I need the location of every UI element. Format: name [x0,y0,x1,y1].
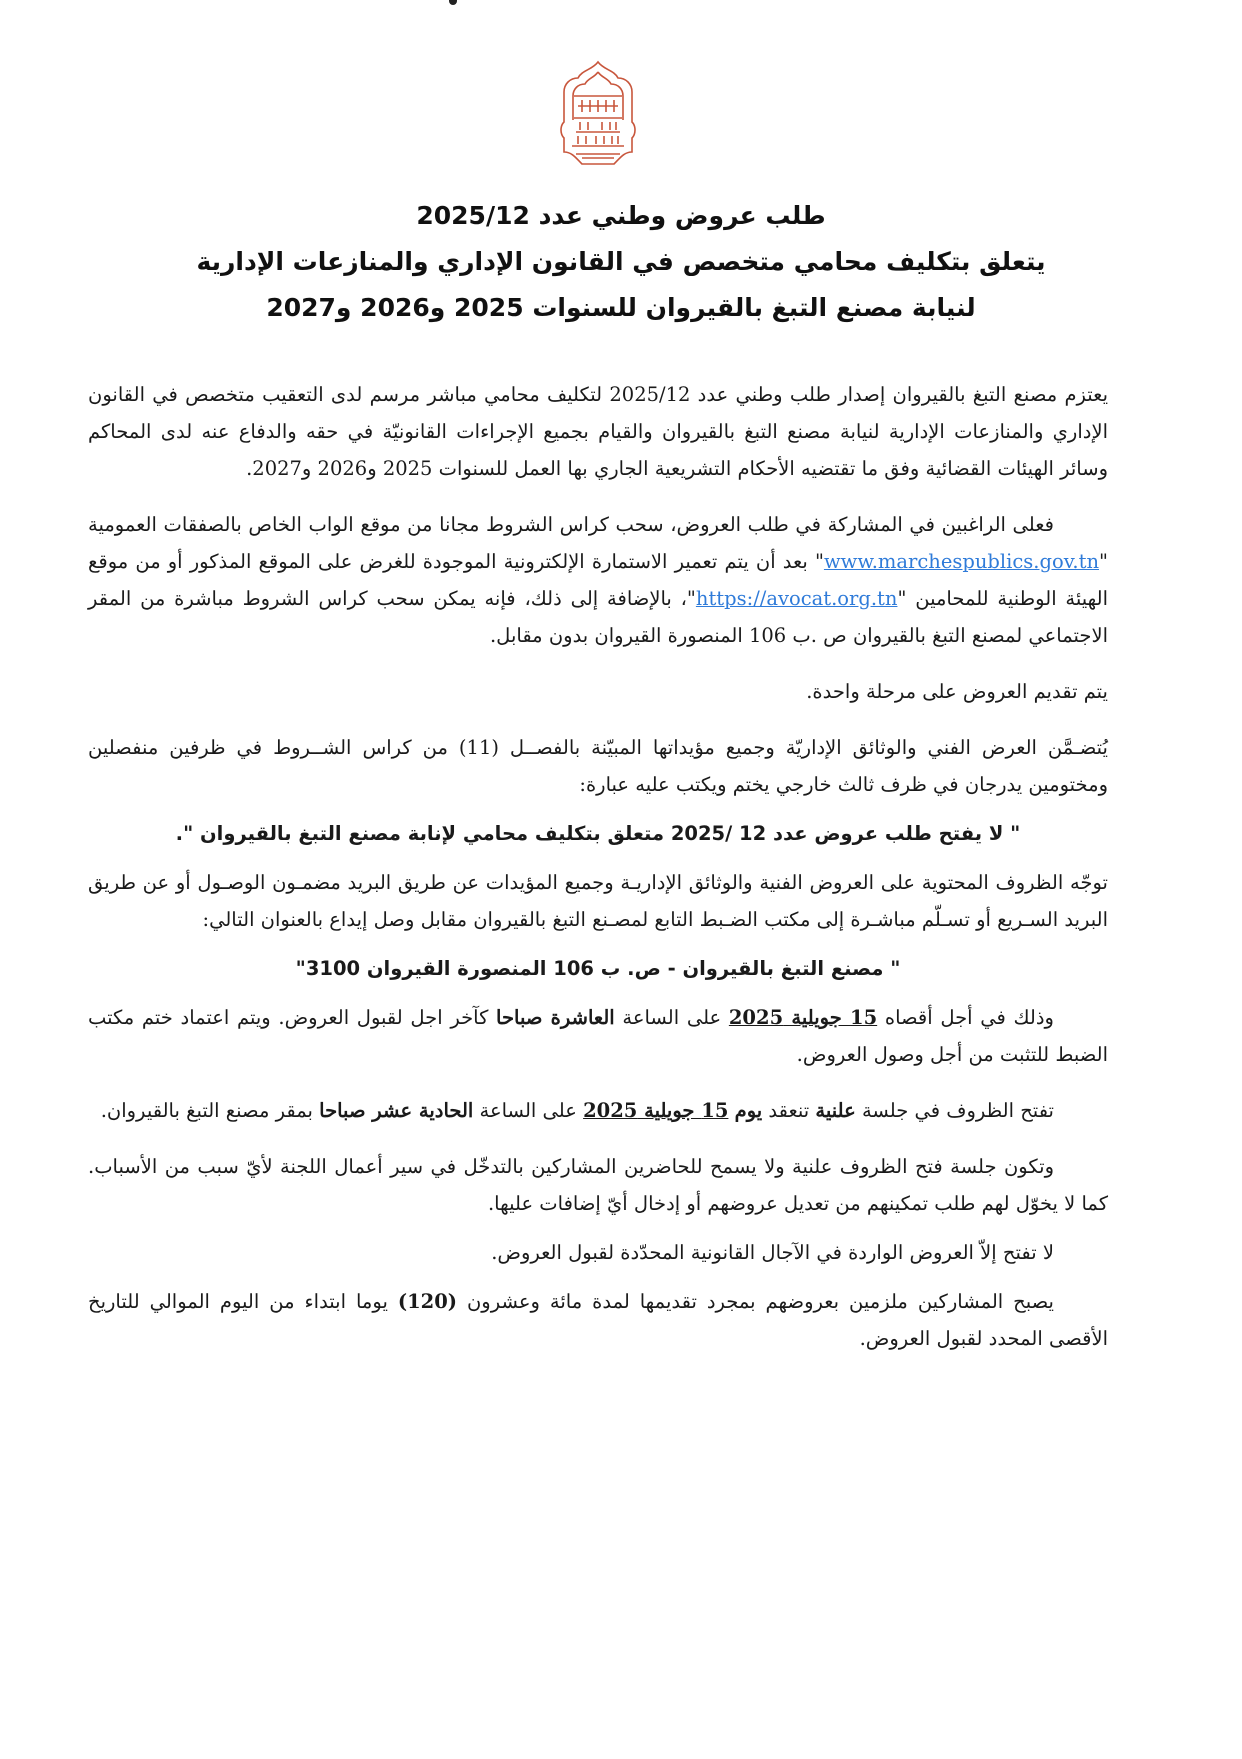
deadline-text-b: على الساعة [614,1006,729,1029]
paragraph-delivery: توجّه الظروف المحتوية على العروض الفنية والوثائق الإداريـة وجميع المؤيدات عن طريق البريد مضمـون الوصـول أو عن طريق البريد السـريع أو تسـلّم مباشـرة إلى مكتب الضـبط التابع لمصـنع التبغ بالقيروان مقابل وصل إيداع بالعنوان التالي: [88,871,1108,931]
paragraph-withdrawal [88,506,1108,654]
paragraph-intro: يعتزم مصنع التبغ بالقيروان إصدار طلب وطني عدد 2025/12 لتكليف محامي مباشر مرسم لدى التعقيب متخصص في القانون الإداري والمنازعات الإدارية لنيابة مصنع التبغ بالقيروان والقيام بجميع الإجراءات القانونيّة في حقه والدفاع عنه لدى المحاكم وسائر الهيئات القضائية وفق ما تقتضيه الأحكام التشريعية الجاري بها العمل للسنوات 2025 و2026 و2027. [88,383,1108,480]
marchespublics-link[interactable]: www.marchespublics.gov.tn [823,550,1100,573]
paragraph-session-rules: وتكون جلسة فتح الظروف علنية ولا يسمح للحاضرين المشاركين بالتدخّل في سير أعمال اللجنة لأيّ سبب من الأسباب. كما لا يخوّل لهم طلب تمكينهم من تعديل عروضهم أو إدخال أيّ إضافات عليها. [88,1155,1108,1215]
paragraph-single-stage: يتم تقديم العروض على مرحلة واحدة. [806,680,1108,703]
commitment-text-b: يوما ابتداء من اليوم الموالي للتاريخ الأقصى المحدد لقبول العروض. [88,1290,1108,1350]
deadline-text-c: كآخر اجل لقبول العروض. ويتم اعتماد ختم مكتب الضبط للتثبت من أجل وصول العروض. [88,1006,1108,1066]
paragraph-commitment [88,1283,1108,1357]
tobacco-factory-logo [552,60,644,170]
envelope-inscription: " لا يفتح طلب عروض عدد 12 /2025 متعلق بتكليف محامي لإنابة مصنع التبغ بالقيروان ". [175,822,1021,845]
commitment-text-a: يصبح المشاركين ملزمين بعروضهم بمجرد تقديمها لمدة مائة وعشرون [457,1290,1054,1313]
opening-text-d: بمقر مصنع التبغ بالقيروان. [100,1099,320,1122]
opening-text-b: تنعقد [762,1099,816,1122]
withdrawal-text-3: "، بالإضافة إلى ذلك، فإنه يمكن سحب كراس الشروط مباشرة من المقر الاجتماعي لمصنع التبغ بالقيروان ص .ب 106 المنصورة القيروان بدون مقابل. [88,587,1108,647]
document-titles [150,193,1092,331]
commitment-days: (120) [397,1290,458,1313]
title-years: لنيابة مصنع التبغ بالقيروان للسنوات 2025 و2026 و2027 [266,293,976,322]
document-body [88,376,1108,1357]
opening-day: يوم [734,1099,763,1122]
paragraph-deadline [88,999,1108,1073]
avocat-link[interactable]: https://avocat.org.tn [695,587,898,610]
withdrawal-text-1: فعلى الراغبين في المشاركة في طلب العروض، سحب كراس الشروط مجانا من موقع الواب الخاص بالصفقات العمومية " [88,513,1108,573]
delivery-address: " مصنع التبغ بالقيروان - ص. ب 106 المنصورة القيروان 3100" [295,957,901,980]
deadline-text-a: وذلك في أجل أقصاه [877,1006,1054,1029]
deadline-date: 15 جويلية 2025 [728,1006,878,1029]
title-main: طلب عروض وطني عدد 2025/12 [416,201,826,230]
opening-public: علنية [815,1099,856,1122]
deadline-time: العاشرة صباحا [496,1006,615,1029]
opening-time: الحادية عشر صباحا [319,1099,474,1122]
opening-text-a: تفتح الظروف في جلسة [855,1099,1054,1122]
paragraph-envelopes: يُتضـمَّن العرض الفني والوثائق الإداريّة وجميع مؤيداتها المبيّنة بالفصــل (11) من كراس الشــروط في ظرفين منفصلين ومختومين يدرجان في ظرف ثالث خارجي يختم ويكتب عليه عبارة: [88,736,1108,796]
title-subject: يتعلق بتكليف محامي متخصص في القانون الإداري والمنازعات الإدارية [196,247,1046,276]
paragraph-valid-offers: لا تفتح إلاّ العروض الواردة في الآجال القانونية المحدّدة لقبول العروض. [491,1241,1054,1264]
opening-text-c: على الساعة [473,1099,584,1122]
scan-mark [449,0,457,5]
paragraph-opening-session [88,1092,1108,1129]
opening-date: 15 جويلية 2025 [583,1099,729,1122]
withdrawal-text-2: " بعد أن يتم تعمير الاستمارة الإلكترونية الموجودة للغرض على الموقع المذكور أو من موقع الهيئة الوطنية للمحامين " [88,550,1108,610]
